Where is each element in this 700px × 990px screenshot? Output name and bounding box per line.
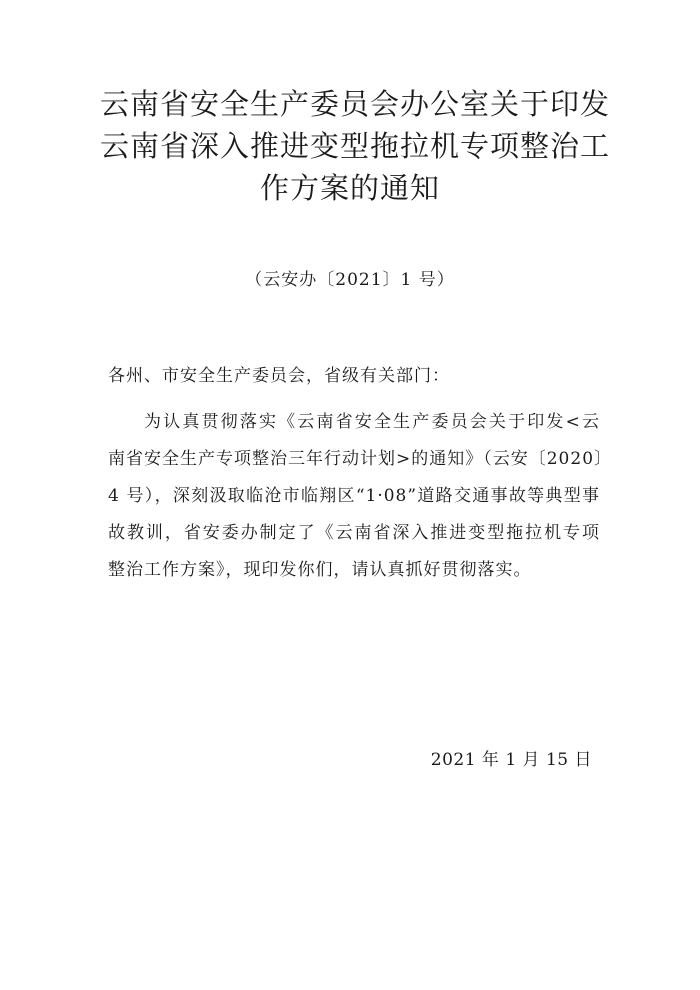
- document-title-line-1: 云南省安全生产委员会办公室关于印发: [100, 87, 611, 121]
- body-line-3: 4 号），深刻汲取临沧市临翔区“1·08”道路交通事故等典型事: [108, 486, 600, 506]
- body-line-2: 南省安全生产专项整治三年行动计划>的通知》（云安〔2020〕: [108, 449, 613, 469]
- document-title-line-3: 作方案的通知: [259, 171, 440, 205]
- document-date: 2021 年 1 月 15 日: [430, 750, 592, 770]
- document-title-line-2: 云南省深入推进变型拖拉机专项整治工: [100, 129, 611, 163]
- body-line-1: 为认真贯彻落实《云南省安全生产委员会关于印发<云: [144, 412, 600, 432]
- body-line-4: 故教训，省安委办制定了《云南省深入推进变型拖拉机专项: [108, 523, 600, 543]
- document-number: （云安办〔2021〕1 号）: [245, 270, 455, 290]
- body-line-5: 整治工作方案》，现印发你们，请认真抓好贯彻落实。: [108, 560, 532, 580]
- salutation: 各州、市安全生产委员会，省级有关部门：: [108, 366, 450, 386]
